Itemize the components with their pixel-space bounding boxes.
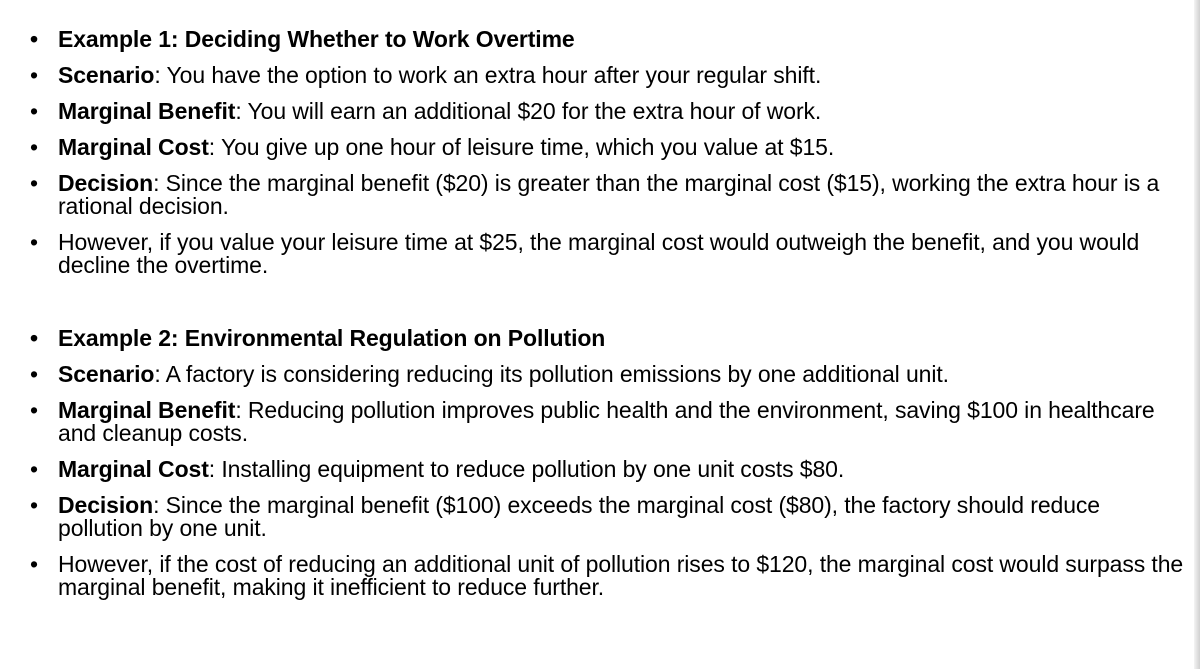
example-1-marginal-benefit	[30, 100, 1190, 123]
decision-term: Decision	[58, 492, 154, 518]
example-2-decision	[30, 494, 1190, 540]
slide-edge	[1194, 0, 1200, 669]
example-1-note: • However, if you value your leisure time at $25, the marginal cost would outweigh the benefit, and you would decline the overtime.	[30, 231, 1190, 277]
example-2-marginal-benefit	[30, 399, 1190, 445]
example-2-note: • However, if the cost of reducing an additional unit of pollution rises to $120, the marginal cost would surpass the marginal benefit, making it inefficient to reduce further.	[30, 553, 1190, 599]
scenario-text: : A factory is considering reducing its pollution emissions by one additional unit.	[154, 361, 949, 387]
example-1-marginal-cost	[30, 136, 1190, 159]
decision-term: Decision	[58, 170, 154, 196]
marginal-benefit-term: Marginal Benefit	[58, 397, 236, 423]
marginal-cost-term: Marginal Cost	[58, 134, 209, 160]
decision-text: : Since the marginal benefit ($20) is greater than the marginal cost ($15), working the extra hour is a rational decision.	[58, 170, 1160, 219]
example-1-scenario	[30, 64, 1190, 87]
example-2-marginal-cost	[30, 458, 1190, 481]
decision-text: : Since the marginal benefit ($100) exceeds the marginal cost ($80), the factory should reduce pollution by one unit.	[58, 492, 1100, 541]
scenario-term: Scenario	[58, 62, 155, 88]
marginal-cost-text: : You give up one hour of leisure time, which you value at $15.	[208, 134, 835, 160]
marginal-benefit-term: Marginal Benefit	[58, 98, 236, 124]
marginal-benefit-text: : Reducing pollution improves public health and the environment, saving $100 in healthcare and cleanup costs.	[58, 397, 1155, 446]
marginal-cost-text: : Installing equipment to reduce pollution by one unit costs $80.	[208, 456, 845, 482]
example-1-title: • Example 1: Deciding Whether to Work Overtime	[30, 28, 1190, 51]
scenario-text: : You have the option to work an extra hour after your regular shift.	[154, 62, 822, 88]
marginal-benefit-text: : You will earn an additional $20 for the extra hour of work.	[235, 98, 822, 124]
example-1-decision	[30, 172, 1190, 218]
example-2-scenario	[30, 363, 1190, 386]
bullet-list	[30, 28, 1190, 612]
example-2-title: • Example 2: Environmental Regulation on Pollution	[30, 327, 1190, 350]
marginal-cost-term: Marginal Cost	[58, 456, 209, 482]
scenario-term: Scenario	[58, 361, 155, 387]
